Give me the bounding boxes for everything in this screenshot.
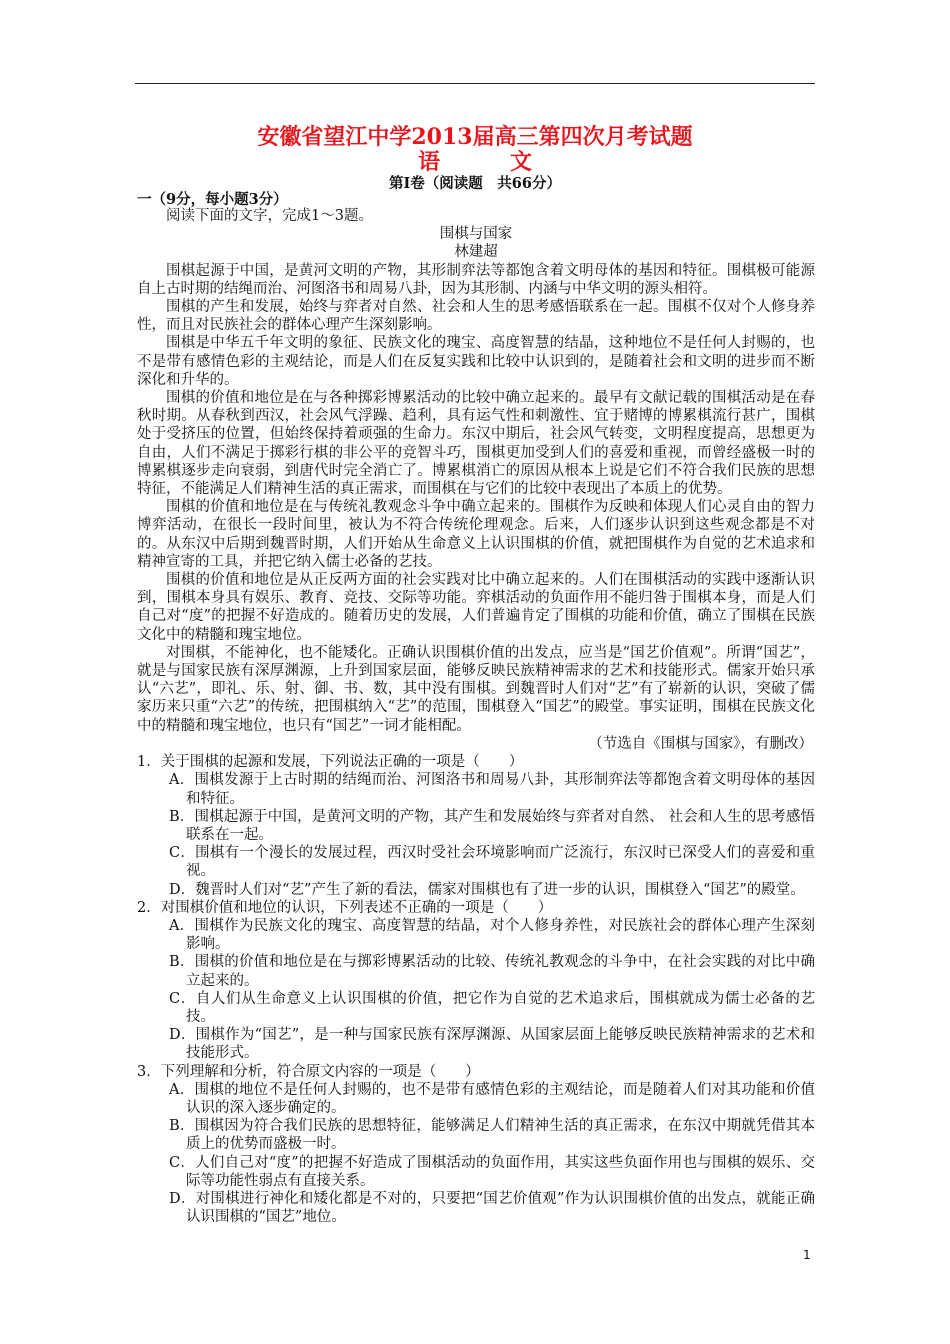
article-title: 围棋与国家: [439, 226, 513, 243]
answer-option: D．魏晋时人们对“艺”产生了新的看法，儒家对围棋也有了进一步的认识，围棋登入“国艺”的殿堂。: [169, 881, 805, 898]
instruction: 阅读下面的文字，完成1～3题。: [166, 208, 373, 224]
paragraph: 围棋起源于中国，是黄河文明的产物，其形制弈法等都饱含着文明母体的基因和特征。围棋极可能源自上古时期的结绳而治、河图洛书和周易八卦，因为其形制、内涵与中华文明的源头相符。: [137, 262, 815, 297]
answer-option: A．围棋的地位不是任何人封赐的，也不是带有感情色彩的主观结论，而是随着人们对其功能和价值认识的深入逐步确定的。: [169, 1081, 815, 1116]
paragraph: 围棋是中华五千年文明的象征、民族文化的瑰宝、高度智慧的结晶，这种地位不是任何人封赐的，也不是带有感情色彩的主观结论，而是人们在反复实践和比较中认识到的，是随着社会和文明的进步而不断深化和升华的。: [137, 335, 815, 388]
answer-option: D．围棋作为“国艺”，是一种与国家民族有深厚渊源、从国家层面上能够反映民族精神需求的艺术和技能形式。: [169, 1027, 815, 1062]
part-heading: 第Ⅰ卷（阅读题 共66分）: [389, 175, 561, 192]
answer-option: B．围棋因为符合我们民族的思想特征，能够满足人们精神生活的真正需求，在东汉中期就凭借其本质上的优势而盛极一时。: [169, 1118, 815, 1153]
answer-option: A．围棋作为民族文化的瑰宝、高度智慧的结晶，对个人修身养性，对民族社会的群体心理产生深刻影响。: [169, 917, 815, 953]
page-number: 1: [803, 1248, 811, 1262]
paragraph: 围棋的产生和发展，始终与弈者对自然、社会和人生的思考感悟联系在一起。围棋不仅对个人修身养性，而且对民族社会的群体心理产生深刻影响。: [137, 299, 815, 334]
subject-title: 语文: [417, 149, 602, 175]
document-body: [137, 207, 815, 1226]
paragraph: 对围棋，不能神化，也不能矮化。正确认识围棋价值的出发点，应当是“国艺价值观”。所谓“国艺”，就是与国家民族有深厚渊源，上升到国家层面，能够反映民族精神需求的艺术和技能形式。儒家开始只承认“六艺”，即礼、乐、射、御、书、数，其中没有围棋。到魏晋时人们对“艺”有了崭新的认识，突破了儒家历来只重“六艺”的传统，把围棋纳入“艺”的范围，围棋登入“国艺”的殿堂。事实证明，围棋在民族文化中的精髓和瑰宝地位，也只有“国艺”一词才能相配。: [137, 644, 815, 734]
question-stem: 1．关于围棋的起源和发展，下列说法正确的一项是（ ）: [137, 754, 524, 771]
question-stem: 2．对围棋价值和地位的认识，下列表述不正确的一项是（ ）: [137, 899, 553, 916]
paragraph: 围棋的价值和地位是在与传统礼教观念斗争中确立起来的。围棋作为反映和体现人们心灵自由的智力博弈活动，在很长一段时间里，被认为不符合传统伦理观念。后来，人们逐步认识到这些观念都是不对的。从东汉中后期到魏晋时期，人们开始从生命意义上认识围棋的价值，就把围棋作为自觉的艺术追求和精神宣寄的工具，并把它纳入儒士必备的艺技。: [137, 499, 815, 570]
answer-option: B．围棋起源于中国，是黄河文明的产物，其产生和发展始终与弈者对自然、 社会和人生的思考感悟联系在一起。: [169, 808, 815, 843]
paragraph: 围棋的价值和地位是从正反两方面的社会实践对比中确立起来的。人们在围棋活动的实践中逐渐认识到，围棋本身具有娱乐、教育、竞技、交际等功能。弈棋活动的负面作用不能归咎于围棋本身，而是人们自己对“度”的把握不好造成的。随着历史的发展，人们普遍肯定了围棋的功能和价值，确立了围棋在民族文化中的精髓和瑰宝地位。: [137, 572, 815, 643]
source-note: （节选自《围棋与国家》，有删改）: [588, 735, 813, 752]
answer-option: C．人们自己对“度”的把握不好造成了围棋活动的负面作用，其实这些负面作用也与围棋的娱乐、交际等功能性弱点有直接关系。: [169, 1154, 815, 1189]
article-author: 林建超: [454, 244, 498, 261]
answer-option: C．自人们从生命意义上认识围棋的价值，把它作为自觉的艺术追求后，围棋就成为儒士必备的艺技。: [169, 990, 815, 1025]
paragraph: 围棋的价值和地位是在与各种掷彩博累活动的比较中确立起来的。最早有文献记载的围棋活动是在春秋时期。从春秋到西汉，社会风气浮躁、趋利，具有运气性和刺激性、宜于赌博的博累棋流行甚广，围棋处于受挤压的位置，但始终保持着顽强的生命力。东汉中期后，社会风气转变，文明程度提高，思想更为自由，人们不满足于掷彩行棋的非公平的竞智斗巧，围棋更加受到人们的喜爱和重视，而曾经盛极一时的博累棋逐步走向衰弱，到唐代时完全消亡了。博累棋消亡的原因从根本上说是它们不符合我们民族的思想特征，不能满足人们精神生活的真正需求，而围棋在与它们的比较中表现出了本质上的优势。: [137, 390, 815, 498]
answer-option: A．围棋发源于上古时期的结绳而治、河图洛书和周易八卦，其形制弈法等都饱含着文明母体的基因和特征。: [169, 772, 815, 807]
answer-option: C．围棋有一个漫长的发展过程，西汉时受社会环境影响而广泛流行，东汉时已深受人们的喜爱和重视。: [169, 845, 815, 880]
question-stem: 3．下列理解和分析，符合原文内容的一项是（ ）: [137, 1063, 480, 1080]
answer-option: D．对围棋进行神化和矮化都是不对的，只要把“国艺价值观”作为认识围棋价值的出发点，就能正确认识围棋的“国艺”地位。: [169, 1190, 815, 1226]
answer-option: B．围棋的价值和地位是在与掷彩博累活动的比较、传统礼教观念的斗争中，在社会实践的对比中确立起来的。: [169, 954, 815, 989]
header-rule: [135, 83, 815, 84]
section-heading: 一（9分，每小题3分）: [137, 191, 288, 208]
exam-title: 安徽省望江中学2013届高三第四次月考试题: [257, 124, 693, 150]
